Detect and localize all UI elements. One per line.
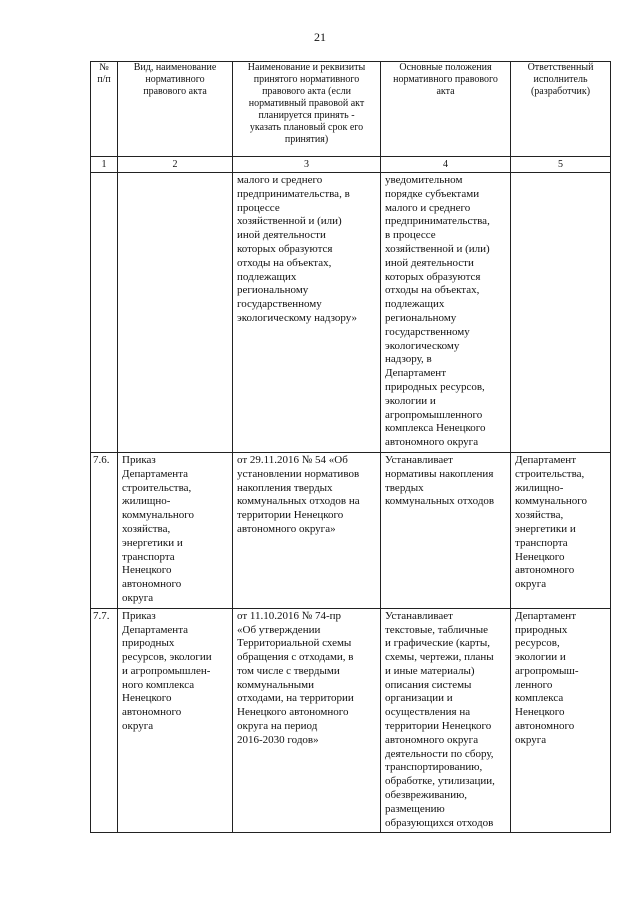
act-name-cell <box>233 173 381 453</box>
act-type: Приказ Департамента строительства, жилищно- коммунального хозяйства, энергетики и транспорта Ненецкого автономного округа <box>122 453 194 604</box>
provisions-cell <box>381 608 511 833</box>
responsible-cell <box>511 608 611 833</box>
act-name: от 29.11.2016 № 54 «Об установлении нормативов накопления твердых коммунальных отходов на территории Ненецкого автономного округа» <box>237 453 360 535</box>
act-name: малого и среднего предпринимательства, в процессе хозяйственной и (или) иной деятельности которых образуются отходы на объектах, подлежащих региональному государственному экологическому надзору» <box>237 174 358 324</box>
row-number: 7.6. <box>93 453 110 466</box>
act-type <box>118 173 232 176</box>
column-number-row <box>91 157 611 173</box>
header-col-responsible: Ответственный исполнитель (разработчик) <box>511 62 611 157</box>
row-number <box>91 173 117 176</box>
column-number: 4 <box>381 157 511 173</box>
table-row <box>91 608 611 833</box>
header-col-act-type: Вид, наименование нормативного правового акта <box>118 62 233 157</box>
act-type: Приказ Департамента природных ресурсов, экологии и агропромышлен- ного комплекса Ненецкого автономного округа <box>122 609 212 733</box>
act-type-cell <box>118 452 233 608</box>
act-type-cell <box>118 608 233 833</box>
act-provisions: уведомительном порядке субъектами малого и среднего предпринимательства, в процессе хозяйственной и (или) иной деятельности которых образуются отходы на объектах, подлежащих региональному государственному экологическому надзору, в Департамент природных ресурсов, экологии и агропромышленного комплекса Ненецкого автономного округа <box>385 174 490 449</box>
responsible-executor: Департамент строительства, жилищно- коммунального хозяйства, энергетики и транспорта Ненецкого автономного округа <box>515 453 587 591</box>
responsible-executor: Департамент природных ресурсов, экологии и агропромыш- ленного комплекса Ненецкого автономного округа <box>515 609 579 746</box>
provisions-cell <box>381 173 511 453</box>
responsible-cell <box>511 173 611 453</box>
act-name-cell <box>233 608 381 833</box>
responsible-cell <box>511 452 611 608</box>
row-number-cell <box>91 608 118 833</box>
column-number: 1 <box>91 157 118 173</box>
column-number: 3 <box>233 157 381 173</box>
table-row <box>91 452 611 608</box>
table-row <box>91 173 611 453</box>
header-row <box>91 62 611 157</box>
act-type-cell <box>118 173 233 453</box>
responsible-executor <box>511 173 610 176</box>
row-number-cell <box>91 173 118 453</box>
act-name-cell <box>233 452 381 608</box>
column-number: 2 <box>118 157 233 173</box>
header-col-provisions: Основные положения нормативного правового акта <box>381 62 511 157</box>
header-col-number: № п/п <box>91 62 118 157</box>
row-number: 7.7. <box>93 609 110 622</box>
row-number-cell <box>91 452 118 608</box>
act-provisions: Устанавливает текстовые, табличные и графические (карты, схемы, чертежи, планы и иные материалы) описания системы организации и осуществления на территории Ненецкого автономного округа деятельности по сбору, транспортированию, обработке, утилизации, обезвреживанию, размещению образующихся отходов <box>385 609 495 829</box>
provisions-cell <box>381 452 511 608</box>
legal-acts-table <box>90 61 611 833</box>
column-number: 5 <box>511 157 611 173</box>
page-number: 21 <box>314 30 326 44</box>
act-name: от 11.10.2016 № 74-пр «Об утверждении Территориальной схемы обращения с отходами, в том числе с твердыми коммунальными отходами, на территории Ненецкого автономного округа на период 2016-2030 годов» <box>237 609 354 746</box>
header-col-act-name: Наименование и реквизиты принятого нормативного правового акта (если нормативный правовой акт планируется принять - указать плановый срок его принятия) <box>233 62 381 157</box>
act-provisions: Устанавливает нормативы накопления твердых коммунальных отходов <box>385 453 495 508</box>
